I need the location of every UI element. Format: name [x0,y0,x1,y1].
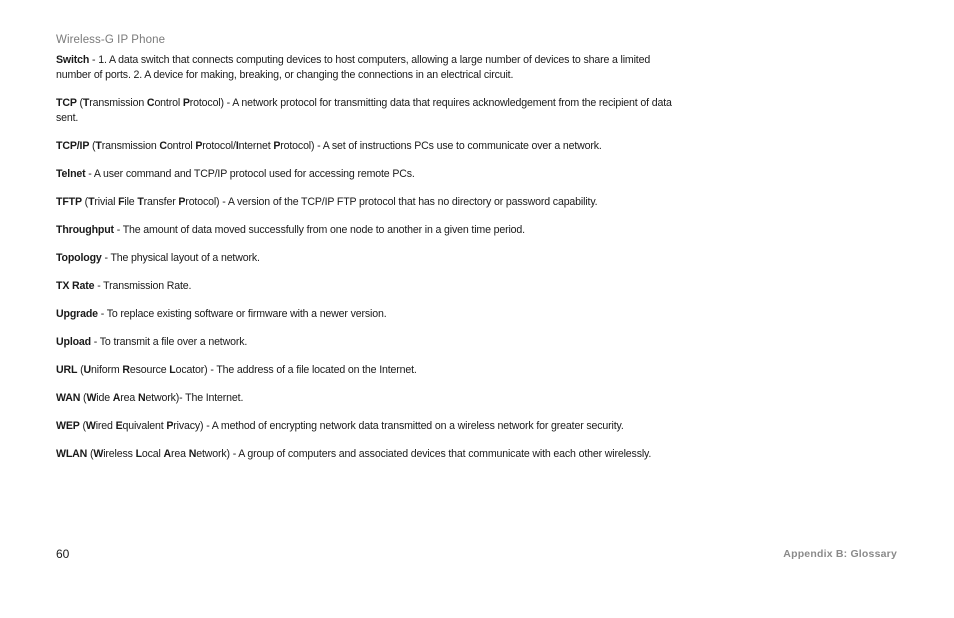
definition-text: rotocol) - A network protocol for transmitting data that requires acknowledgement from the recipient of data sent. [56,97,672,124]
definition-text: rivacy) - A method of encrypting network data transmitted on a wireless network for greater security. [173,420,624,432]
acronym-letter: P [273,140,281,152]
glossary-term: Switch [56,54,90,66]
definition-text: ( [79,420,86,432]
glossary-term: TCP [56,97,77,109]
acronym-letter: P [166,420,174,432]
glossary-entry [56,96,676,126]
glossary-entry [56,139,676,154]
glossary-entry [56,195,676,210]
acronym-letter: T [95,140,102,152]
acronym-letter: C [159,140,167,152]
definition-text: rotocol) - A set of instructions PCs use to communicate over a network. [280,140,602,152]
acronym-letter: T [82,97,90,109]
definition-text: ( [87,448,94,460]
acronym-letter: W [85,420,96,432]
definition-text: - A user command and TCP/IP protocol used for accessing remote PCs. [85,168,415,180]
acronym-letter: T [137,196,144,208]
definition-text: ontrol [154,97,183,109]
definition-text: ( [80,392,87,404]
glossary-entry [56,419,676,434]
definition-text: ( [76,97,83,109]
glossary-entry [56,335,676,350]
definition-text: ile [124,196,138,208]
definition-text: ired [95,420,116,432]
acronym-letter: L [135,448,142,460]
acronym-letter: P [195,140,203,152]
definition-text: etwork)- The Internet. [145,392,244,404]
glossary-term: Telnet [56,168,86,180]
definition-text: ( [81,196,89,208]
definition-text: ransfer [143,196,179,208]
definition-text: quivalent [122,420,167,432]
definition-text: - 1. A data switch that connects computing devices to host computers, allowing a large number of devices to share a limited number of ports. 2. A device for making, breaking, or changing the connections in an electrical circuit. [56,54,651,81]
glossary-term: TCP/IP [56,140,90,152]
definition-text: rea [171,448,189,460]
acronym-letter: C [146,97,155,109]
glossary-list [56,53,676,475]
section-label: Appendix B: Glossary [783,548,897,560]
definition-text: ontrol [166,140,196,152]
glossary-entry [56,391,676,406]
definition-text: niform [91,364,123,376]
definition-text: rotocol) - A version of the TCP/IP FTP protocol that has no directory or password capability. [185,196,598,208]
acronym-letter: R [122,364,130,376]
glossary-term: TFTP [56,196,82,208]
definition-text: - The amount of data moved successfully from one node to another in a given time period. [113,224,525,236]
definition-text: rea [120,392,138,404]
acronym-letter: W [93,448,104,460]
glossary-entry [56,251,676,266]
definition-text: ransmission [89,97,147,109]
acronym-letter: A [112,392,121,404]
definition-text: - The physical layout of a network. [101,252,260,264]
acronym-letter: F [118,196,125,208]
definition-text: - To replace existing software or firmware with a newer version. [97,308,387,320]
glossary-term: WAN [56,392,81,404]
glossary-term: WLAN [56,448,88,460]
acronym-letter: I [235,140,239,152]
definition-text: ransmission [101,140,160,152]
running-header: Wireless-G IP Phone [56,34,166,46]
definition-text: rotocol/ [202,140,236,152]
glossary-entry [56,279,676,294]
glossary-term: URL [56,364,78,376]
glossary-term: TX Rate [56,280,95,292]
glossary-entry [56,363,676,378]
acronym-letter: P [178,196,186,208]
definition-text: ( [77,364,84,376]
acronym-letter: E [115,420,123,432]
glossary-term: Topology [56,252,102,264]
definition-text: ( [89,140,96,152]
glossary-entry [56,53,676,83]
glossary-entry [56,167,676,182]
glossary-entry [56,447,676,462]
definition-text: ide [96,392,113,404]
glossary-entry [56,223,676,238]
definition-text: - To transmit a file over a network. [91,336,248,348]
acronym-letter: N [137,392,146,404]
definition-text: etwork) - A group of computers and associated devices that communicate with each other wirelessly. [196,448,652,460]
acronym-letter: U [83,364,92,376]
acronym-letter: T [88,196,95,208]
acronym-letter: W [86,392,97,404]
definition-text: ocal [141,448,164,460]
page-number: 60 [56,547,70,561]
definition-text: ocator) - The address of a file located on the Internet. [175,364,417,376]
definition-text: - Transmission Rate. [94,280,192,292]
glossary-term: Throughput [56,224,114,236]
acronym-letter: A [163,448,172,460]
glossary-entry [56,307,676,322]
glossary-term: Upload [56,336,91,348]
acronym-letter: P [182,97,190,109]
acronym-letter: L [169,364,176,376]
glossary-term: WEP [56,420,80,432]
acronym-letter: N [188,448,197,460]
definition-text: nternet [238,140,274,152]
glossary-term: Upgrade [56,308,98,320]
definition-text: esource [129,364,170,376]
definition-text: rivial [94,196,119,208]
definition-text: ireless [103,448,136,460]
